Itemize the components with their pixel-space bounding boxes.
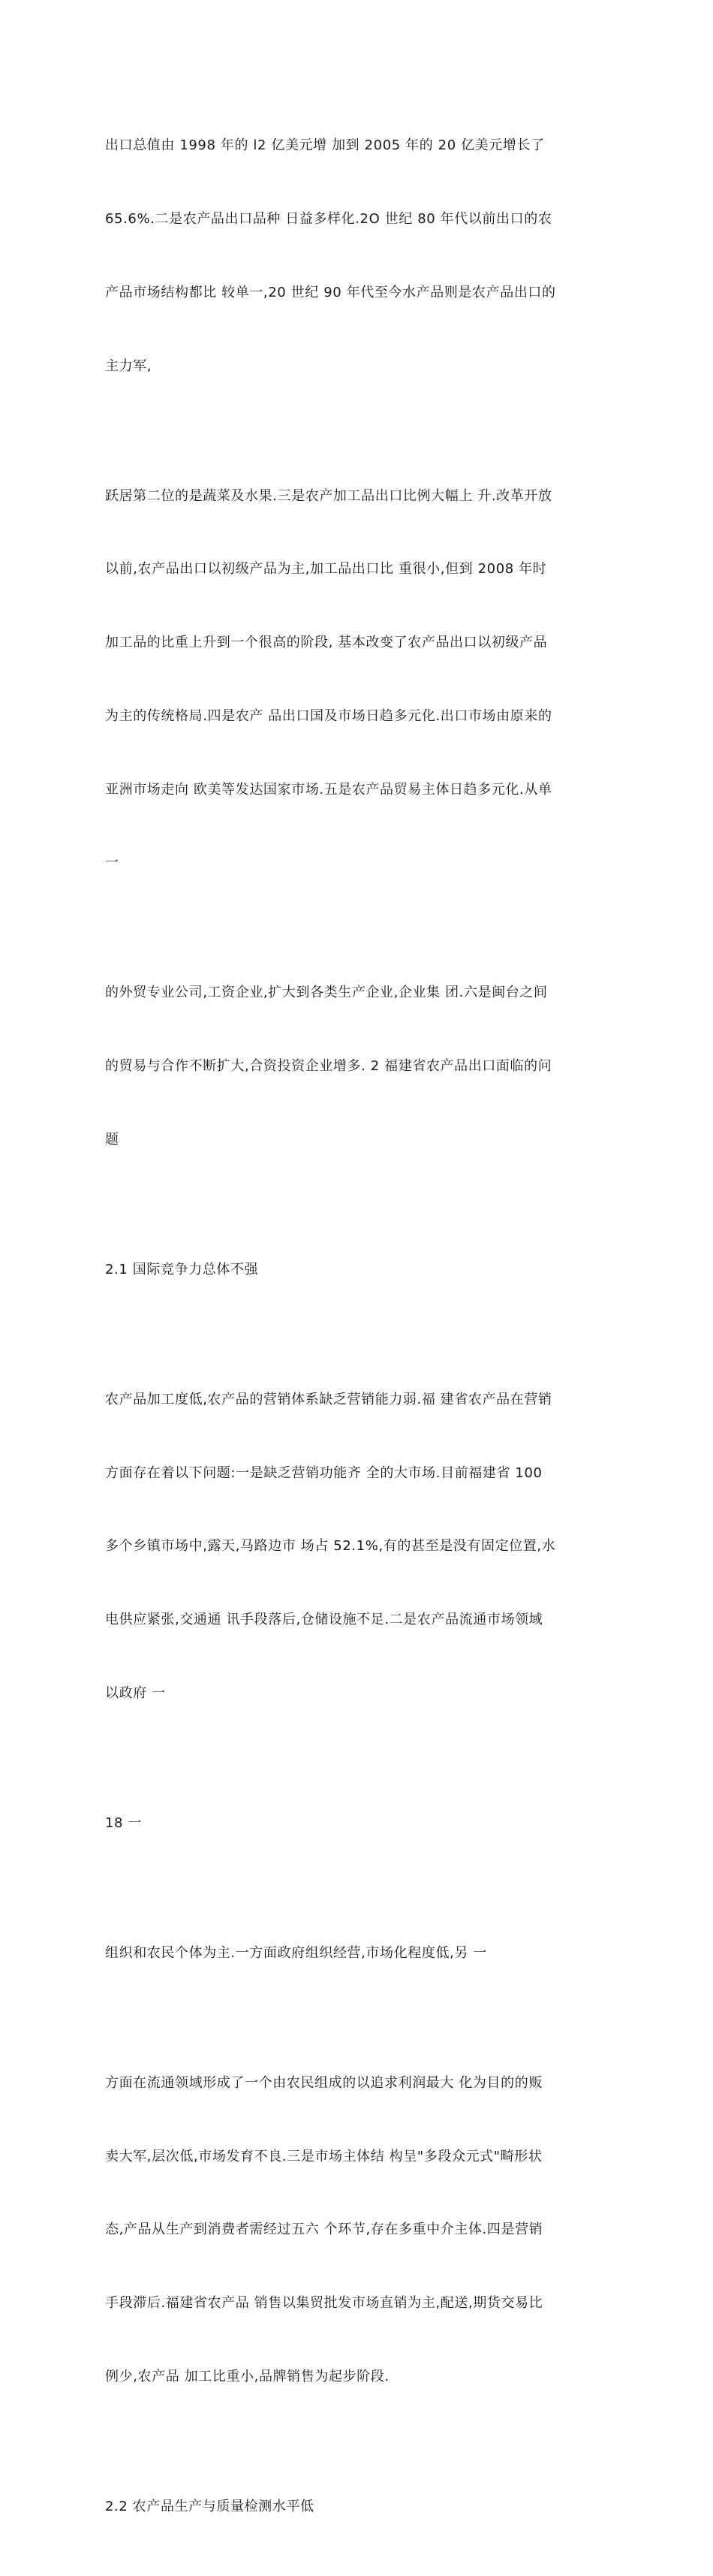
- text-line: 例少,农产品 加工比重小,品牌销售为起步阶段.: [105, 2369, 390, 2385]
- paragraph-processed-exports: [105, 435, 609, 925]
- text-line: 农产品加工度低,农产品的营销体系缺乏营销能力弱.福 建省农产品在营销: [105, 1391, 552, 1407]
- section-heading-2-2: [105, 2446, 609, 2568]
- text-line: 方面在流通领域形成了一个由农民组成的以追求利润最大 化为目的的贩: [105, 2074, 543, 2091]
- heading-text: 2.2 农产品生产与质量检测水平低: [105, 2499, 314, 2514]
- text-line: 卖大军,层次低,市场发育不良.三是市场主体结 构呈"多段众元式"畸形状: [105, 2148, 543, 2164]
- paragraph-trade-entities: [105, 932, 609, 1202]
- text-line: 为主的传统格局.四是农产 品出口国及市场日趋多元化.出口市场由原来的: [105, 707, 552, 724]
- text-line: 加工品的比重上升到一个很高的阶段, 基本改变了农产品出口以初级产品: [105, 635, 548, 651]
- text-line: 的外贸专业公司,工资企业,扩大到各类生产企业,企业集 团.六是闽台之间: [105, 985, 548, 1001]
- text-line: 组织和农民个体为主.一方面政府组织经营,市场化程度低,另 一: [105, 1944, 487, 1961]
- paragraph-government-organization: [105, 1893, 609, 2015]
- text-line: 主力军,: [105, 357, 152, 374]
- paragraph-distribution-problems: [105, 2022, 609, 2439]
- text-line: 多个乡镇市场中,露天,马路边市 场占 52.1%,有的甚至是没有固定位置,水: [105, 1538, 556, 1555]
- page-number: [105, 1763, 609, 1885]
- section-heading-2-1: [105, 1209, 609, 1332]
- paragraph-marketing-issues: [105, 1339, 609, 1755]
- text-line: 产品市场结构都比 较单一,20 世纪 90 年代至今水产品则是农产品出口的: [105, 284, 556, 300]
- text-line: 亚洲市场走向 欧美等发达国家市场.五是农产品贸易主体日趋多元化.从单: [105, 781, 552, 798]
- text-line: 电供应紧张,交通通 讯手段落后,仓储设施不足.二是农产品流通市场领域: [105, 1612, 543, 1628]
- text-line: 手段滞后.福建省农产品 销售以集贸批发市场直销为主,配送,期货交易比: [105, 2295, 543, 2312]
- text-line: 一: [105, 855, 119, 871]
- document-body: [105, 85, 609, 2576]
- text-line: 方面存在着以下问题:一是缺乏营销功能齐 全的大市场.目前福建省 100: [105, 1464, 543, 1481]
- text-line: 态,产品从生产到消费者需经过五六 个环节,存在多重中介主体.四是营销: [105, 2222, 543, 2238]
- text-line: 以政府 一: [105, 1685, 166, 1701]
- text-line: 65.6%.二是农产品出口品种 日益多样化.2O 世纪 80 年代以前出口的农: [105, 210, 552, 227]
- text-line: 以前,农产品出口以初级产品为主,加工品出口比 重很小,但到 2008 年时: [105, 561, 547, 578]
- page-number-text: 18 一: [105, 1814, 143, 1831]
- paragraph-export-growth: [105, 85, 609, 427]
- text-line: 题: [105, 1131, 119, 1148]
- text-line: 出口总值由 1998 年的 l2 亿美元增 加到 2005 年的 20 亿美元增长了: [105, 137, 545, 154]
- text-line: 的贸易与合作不断扩大,合资投资企业增多. 2 福建省农产品出口面临的问: [105, 1058, 552, 1075]
- text-line: 跃居第二位的是蔬菜及水果.三是农产加工品出口比例大幅上 升.改革开放: [105, 487, 552, 504]
- heading-text: 2.1 国际竞争力总体不强: [105, 1261, 259, 1277]
